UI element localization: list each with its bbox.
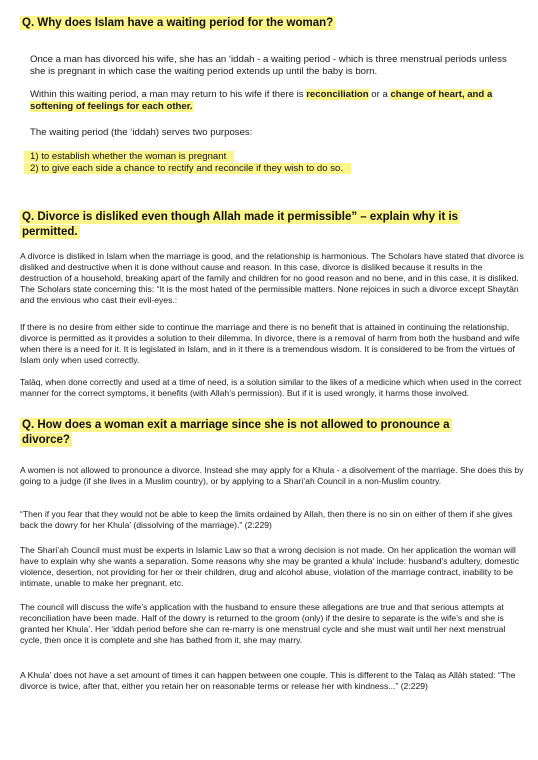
change-of-heart-highlight: change of heart, and a softening of feelings for each other. bbox=[30, 89, 493, 112]
reconciliation-text-start: Within this waiting period, a man may return to his wife if there is bbox=[30, 89, 307, 100]
heading-text-line2: permitted. bbox=[22, 226, 78, 238]
paragraph-talaq-medicine: Talāq, when done correctly and used at a time of need, is a solution similar to the likes of a medicine which when used in the correct manner for the correct symptoms, it benefits (with Allah’s permission). But if it is used wrongly, it harms those involved. bbox=[20, 377, 522, 398]
purpose-text: 2) to give each side a chance to rectify and reconcile if they wish to do so. bbox=[24, 163, 351, 174]
purpose-list bbox=[24, 151, 351, 175]
paragraph-divorce-disliked: A divorce is disliked in Islam when the marriage is good, and the relationship is harmonious. The Scholars have stated that divorce is disliked and destructive when it is done without cause and reason. In this case, divorce is disliked because it results in the destruction of a household, breaking apart of the family and children for no good reason and no bene, and in this case, it is disliked. The Scholars state concerning this: “It is the most hated of the permissible matters. None rejoices in such a divorce except Shaytān and the envious who cast their evil-eyes.: bbox=[20, 251, 524, 305]
purpose-item-1 bbox=[24, 151, 351, 163]
paragraph-council-discussion: The council will discuss the wife’s application with the husband to ensure these allegations are true and that serious attempts at reconciliation have been made. Half of the dowry is returned to the groom (only) if the desire to separate is the wife’s and she is granted her Khula’. Her ‘iddah period before she can re-marry is one menstrual cycle and she must wait until her next menstrual cycle, then once it is complete and she has bathed from it, she may marry. bbox=[20, 602, 506, 645]
paragraph-two-purposes: The waiting period (the ‘iddah) serves two purposes: bbox=[30, 127, 253, 138]
reconciliation-text-mid: or a bbox=[368, 89, 391, 100]
paragraph-khula-application: A women is not allowed to pronounce a divorce. Instead she may apply for a Khula - a disolvement of the marriage. She does this by going to a judge (if she lives in a Muslim country), or by applying to a Shari’ah Council in a non-Muslim country. bbox=[20, 465, 524, 486]
heading-text: Q. Why does Islam have a waiting period for the woman? bbox=[22, 17, 334, 29]
paragraph-reconciliation bbox=[30, 89, 510, 113]
question-heading-waiting-period bbox=[20, 16, 335, 31]
question-heading-divorce-disliked bbox=[20, 210, 530, 240]
question-heading-woman-exit bbox=[20, 418, 530, 448]
paragraph-iddah-definition: Once a man has divorced his wife, she has an ‘iddah - a waiting period - which is three menstrual periods unless she is pregnant in which case the waiting period extends up until the baby is born. bbox=[30, 54, 507, 77]
reconciliation-highlight: reconciliation bbox=[306, 89, 369, 100]
heading-text-line1: Q. How does a woman exit a marriage since she is not allowed to pronounce a bbox=[22, 419, 450, 431]
paragraph-shariah-council: The Shari’ah Council must must be experts in Islamic Law so that a wrong decision is not made. On her application the woman will have to explain why she wants a separation. Some reasons why she may be granted a khula’ include: husband’s adultery, domestic violence, desertion, not providing for her or their children, drug and alcohol abuse, violation of the marriage contract, inability to be intimate, unable to make her pregnant, etc. bbox=[20, 545, 520, 588]
purpose-item-2 bbox=[24, 163, 351, 175]
paragraph-khula-times: A Khula’ does not have a set amount of times it can happen between one couple. This is different to the Talaq as Allāh stated: “The divorce is twice, after that, either you retain her on reasonable terms or release her with kindness...” (2:229) bbox=[20, 670, 516, 691]
heading-text-line1: Q. Divorce is disliked even though Allah made it permissible” – explain why it is bbox=[22, 211, 459, 223]
paragraph-quran-quote-khula: “Then if you fear that they would not be able to keep the limits ordained by Allah, then there is no sin on either of them if she gives back the dowry for her Khula’ (dissolving of the marriage).” (2:229) bbox=[20, 509, 513, 530]
purpose-text: 1) to establish whether the woman is pregnant bbox=[24, 151, 234, 162]
paragraph-divorce-permitted: If there is no desire from either side to continue the marriage and there is no benefit that is attained in continuing the relationship, divorce is permitted as it provides a solution to their dilemma. In divorce, there is a removal of harm from both the husband and wife when there is a need for it. It is legislated in Islam, and in it there is a tremendous wisdom. It is considered to be from the virtues of Islam only when used correctly. bbox=[20, 322, 520, 365]
heading-text-line2: divorce? bbox=[22, 434, 70, 446]
